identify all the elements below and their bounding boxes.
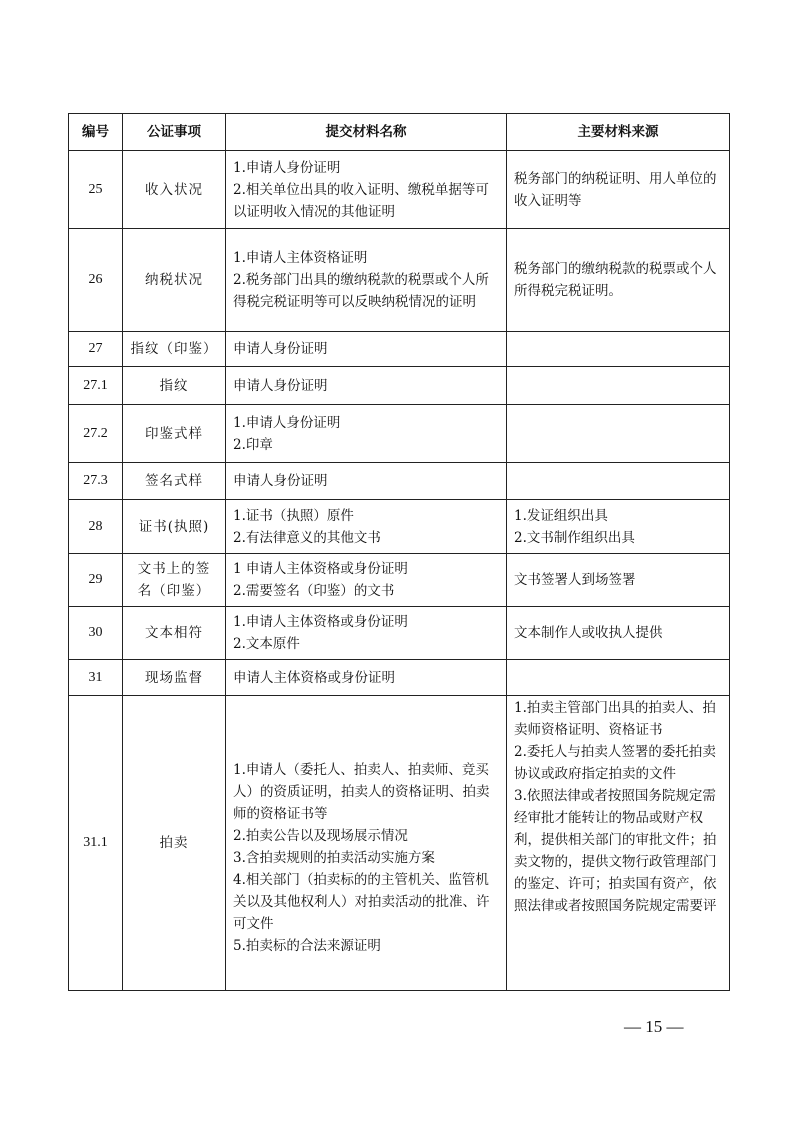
cell-sources	[507, 660, 730, 696]
cell-materials-line: 1.申请人主体资格或身份证明	[233, 614, 408, 630]
cell-sources	[507, 500, 730, 554]
table-row	[69, 405, 730, 463]
cell-sources	[507, 696, 730, 991]
header-sources: 主要材料来源	[507, 114, 730, 151]
materials-table	[68, 113, 730, 991]
cell-sources-line: 2.委托人与拍卖人签署的委托拍卖协议或政府指定拍卖的文件	[514, 744, 716, 782]
cell-notary-item-line: 现场监督	[145, 669, 203, 686]
cell-number: 27	[69, 332, 123, 367]
cell-notary-item-line: 证书(执照)	[138, 518, 210, 535]
cell-materials	[226, 660, 507, 696]
cell-number: 27.1	[69, 367, 123, 405]
cell-notary-item-line: 指纹（印鉴）	[130, 341, 218, 357]
cell-number: 26	[69, 229, 123, 332]
cell-notary-item	[123, 151, 226, 229]
cell-sources-line: 文书签署人到场签署	[514, 572, 636, 588]
cell-notary-item-line: 指纹	[159, 377, 189, 394]
cell-materials	[226, 229, 507, 332]
cell-notary-item	[123, 660, 226, 696]
cell-notary-item-line: 文本相符	[145, 625, 203, 641]
cell-notary-item-line: 名（印鉴）	[137, 583, 211, 599]
cell-notary-item-line: 文书上的签	[137, 561, 211, 577]
cell-materials-line: 申请人身份证明	[233, 377, 328, 394]
cell-sources	[507, 367, 730, 405]
table-body	[69, 151, 730, 991]
cell-materials-line: 2.税务部门出具的缴纳税款的税票或个人所得税完税证明等可以反映纳税情况的证明	[233, 272, 489, 310]
cell-materials-line: 申请人身份证明	[233, 473, 328, 489]
cell-notary-item	[123, 405, 226, 463]
cell-notary-item-line: 纳税状况	[145, 272, 203, 288]
cell-number: 27.3	[69, 463, 123, 500]
cell-sources	[507, 151, 730, 229]
table-row	[69, 463, 730, 500]
cell-materials	[226, 500, 507, 554]
table-row	[69, 660, 730, 696]
table-row	[69, 607, 730, 660]
cell-materials	[226, 367, 507, 405]
cell-notary-item	[123, 500, 226, 554]
cell-materials-line: 2.印章	[233, 436, 273, 453]
cell-number: 25	[69, 151, 123, 229]
cell-notary-item-line: 收入状况	[145, 181, 203, 198]
cell-materials-line: 1 申请人主体资格或身份证明	[233, 561, 408, 577]
cell-notary-item-line: 签名式样	[145, 473, 203, 489]
cell-sources	[507, 463, 730, 500]
header-number: 编号	[69, 114, 123, 151]
table-row	[69, 696, 730, 991]
cell-notary-item	[123, 367, 226, 405]
cell-materials-line: 2.文本原件	[233, 636, 300, 652]
cell-sources-line: 3.依照法律或者按照国务院规定需经审批才能转让的物品或财产权利，提供相关部门的审批文件；拍卖文物的，提供文物行政管理部门的鉴定、许可；拍卖国有资产，依照法律或者按照国务院规定需要评	[514, 788, 717, 914]
table-row	[69, 554, 730, 607]
table-row	[69, 332, 730, 367]
cell-sources	[507, 229, 730, 332]
cell-sources-line: 2.文书制作组织出具	[514, 529, 635, 546]
cell-sources-line: 1.发证组织出具	[514, 507, 608, 524]
cell-number: 27.2	[69, 405, 123, 463]
cell-notary-item	[123, 463, 226, 500]
cell-notary-item	[123, 554, 226, 607]
page-number: — 15 —	[624, 1017, 684, 1036]
table-row	[69, 229, 730, 332]
cell-sources-line: 税务部门的纳税证明、用人单位的收入证明等	[514, 170, 717, 209]
header-materials: 提交材料名称	[226, 114, 507, 151]
cell-materials-line: 1.申请人身份证明	[233, 159, 341, 176]
cell-materials	[226, 405, 507, 463]
table-row	[69, 151, 730, 229]
cell-notary-item	[123, 229, 226, 332]
cell-materials-line: 1.申请人身份证明	[233, 414, 341, 431]
cell-number: 30	[69, 607, 123, 660]
cell-materials-line: 3.含拍卖规则的拍卖活动实施方案	[233, 849, 435, 866]
cell-sources-line: 1.拍卖主管部门出具的拍卖人、拍卖师资格证明、资格证书	[514, 700, 716, 738]
cell-sources-line: 文本制作人或收执人提供	[514, 625, 663, 641]
cell-materials	[226, 554, 507, 607]
cell-materials-line: 2.有法律意义的其他文书	[233, 529, 381, 546]
table-row	[69, 500, 730, 554]
cell-materials-line: 2.拍卖公告以及现场展示情况	[233, 827, 408, 844]
cell-materials-line: 2.需要签名（印鉴）的文书	[233, 583, 395, 599]
table-row	[69, 367, 730, 405]
cell-materials-line: 5.拍卖标的合法来源证明	[233, 937, 381, 954]
cell-notary-item	[123, 696, 226, 991]
cell-materials-line: 1.申请人（委托人、拍卖人、拍卖师、竞买人）的资质证明，拍卖人的资格证明、拍卖师的资格证书等	[233, 761, 490, 822]
cell-sources	[507, 554, 730, 607]
cell-sources	[507, 332, 730, 367]
cell-materials-line: 1.申请人主体资格证明	[233, 250, 368, 266]
cell-materials	[226, 463, 507, 500]
cell-sources	[507, 607, 730, 660]
cell-number: 31	[69, 660, 123, 696]
cell-materials-line: 2.相关单位出具的收入证明、缴税单据等可以证明收入情况的其他证明	[233, 181, 489, 220]
cell-materials	[226, 332, 507, 367]
cell-materials	[226, 151, 507, 229]
cell-number: 31.1	[69, 696, 123, 991]
cell-sources-line: 税务部门的缴纳税款的税票或个人所得税完税证明。	[514, 261, 717, 299]
cell-sources	[507, 405, 730, 463]
cell-number: 28	[69, 500, 123, 554]
cell-materials-line: 申请人主体资格或身份证明	[233, 669, 395, 686]
cell-materials-line: 1.证书（执照）原件	[233, 507, 354, 524]
cell-notary-item-line: 印鉴式样	[145, 425, 203, 442]
header-notary-item: 公证事项	[123, 114, 226, 151]
cell-materials-line: 4.相关部门（拍卖标的的主管机关、监管机关以及其他权利人）对拍卖活动的批准、许可文件	[233, 871, 490, 932]
cell-notary-item	[123, 607, 226, 660]
cell-materials-line: 申请人身份证明	[233, 341, 328, 357]
cell-notary-item	[123, 332, 226, 367]
table-header-row	[69, 114, 730, 151]
cell-notary-item-line: 拍卖	[159, 835, 189, 851]
cell-materials	[226, 607, 507, 660]
cell-materials	[226, 696, 507, 991]
cell-number: 29	[69, 554, 123, 607]
